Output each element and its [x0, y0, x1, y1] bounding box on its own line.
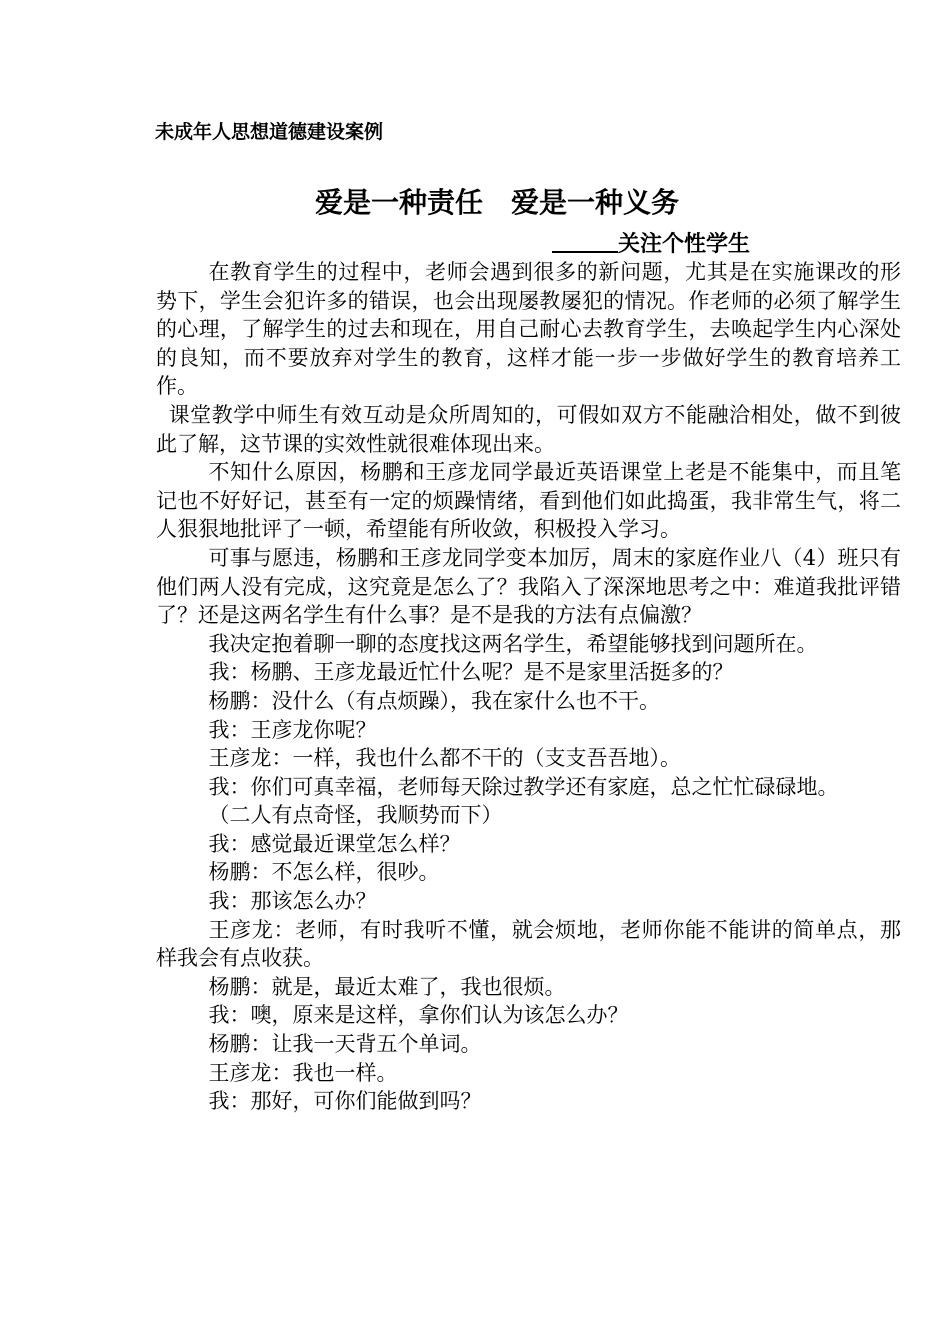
- subtitle-text: 关注个性学生: [618, 232, 751, 257]
- paragraph: 不知什么原因，杨鹏和王彦龙同学最近英语课堂上老是不能集中，而且笔记也不好好记，甚至有一定的烦躁情绪，看到他们如此捣蛋，我非常生气，将二人狠狠地批评了一顿，希望能有所收敛，积极投入学习。: [156, 460, 901, 542]
- dialogue-line: 杨鹏：就是，最近太难了，我也很烦。: [208, 974, 566, 999]
- title-part-2: 爱是一种义务: [511, 186, 680, 219]
- dialogue-line: 杨鹏：不怎么样，很吵。: [208, 860, 440, 885]
- case-category-label: 未成年人思想道德建设案例: [155, 121, 384, 143]
- paragraph: 在教育学生的过程中，老师会遇到很多的新问题，尤其是在实施课改的形势下，学生会犯许多的错误，也会出现屡教屡犯的情况。作老师的必须了解学生的心理，了解学生的过去和现在，用自己耐心去教育学生，去唤起学生内心深处的良知，而不要放弃对学生的教育，这样才能一步一步做好学生的教育培养工作。: [156, 260, 901, 399]
- paragraph: 我决定抱着聊一聊的态度找这两名学生，希望能够找到问题所在。: [208, 631, 818, 656]
- dialogue-line: 王彦龙：老师，有时我听不懂，就会烦地，老师你能不能讲的简单点，那样我会有点收获。: [156, 917, 901, 971]
- dialogue-line: 杨鹏：让我一天背五个单词。: [208, 1032, 482, 1057]
- dialogue-line: 我：那好，可你们能做到吗？: [208, 1089, 482, 1114]
- title-part-1: 爱是一种责任: [315, 186, 484, 219]
- paragraph: 课堂教学中师生有效互动是众所周知的，可假如双方不能融洽相处，做不到彼此了解，这节课的实效性就很难体现出来。: [156, 402, 901, 456]
- dialogue-line: 我：你们可真幸福，老师每天除过教学还有家庭，总之忙忙碌碌地。: [208, 774, 839, 799]
- document-title: [315, 185, 679, 221]
- dialogue-line: 王彦龙：我也一样。: [208, 1060, 398, 1085]
- document-body: [156, 258, 901, 1116]
- dialogue-line: 我：噢，原来是这样，拿你们认为该怎么办？: [208, 1003, 629, 1028]
- document-subtitle: [552, 229, 750, 260]
- dialogue-line: 我：那该怎么办？: [208, 889, 377, 914]
- dialogue-line: 我：感觉最近课堂怎么样？: [208, 831, 461, 856]
- dialogue-line: 杨鹏：没什么（有点烦躁），我在家什么也不干。: [208, 688, 660, 713]
- dialogue-line: 我：王彦龙你呢？: [208, 717, 377, 742]
- narration-line: （二人有点奇怪，我顺势而下）: [208, 803, 503, 828]
- dialogue-line: 我：杨鹏、王彦龙最近忙什么呢？是不是家里活挺多的？: [208, 660, 734, 685]
- dialogue-line: 王彦龙：一样，我也什么都不干的（支支吾吾地）。: [208, 746, 681, 771]
- subtitle-underline-rule: [552, 229, 618, 253]
- paragraph: 可事与愿违，杨鹏和王彦龙同学变本加厉，周末的家庭作业八（4）班只有他们两人没有完成，这究竟是怎么了？我陷入了深深地思考之中：难道我批评错了？还是这两名学生有什么事？是不是我的方法有点偏激？: [156, 545, 901, 628]
